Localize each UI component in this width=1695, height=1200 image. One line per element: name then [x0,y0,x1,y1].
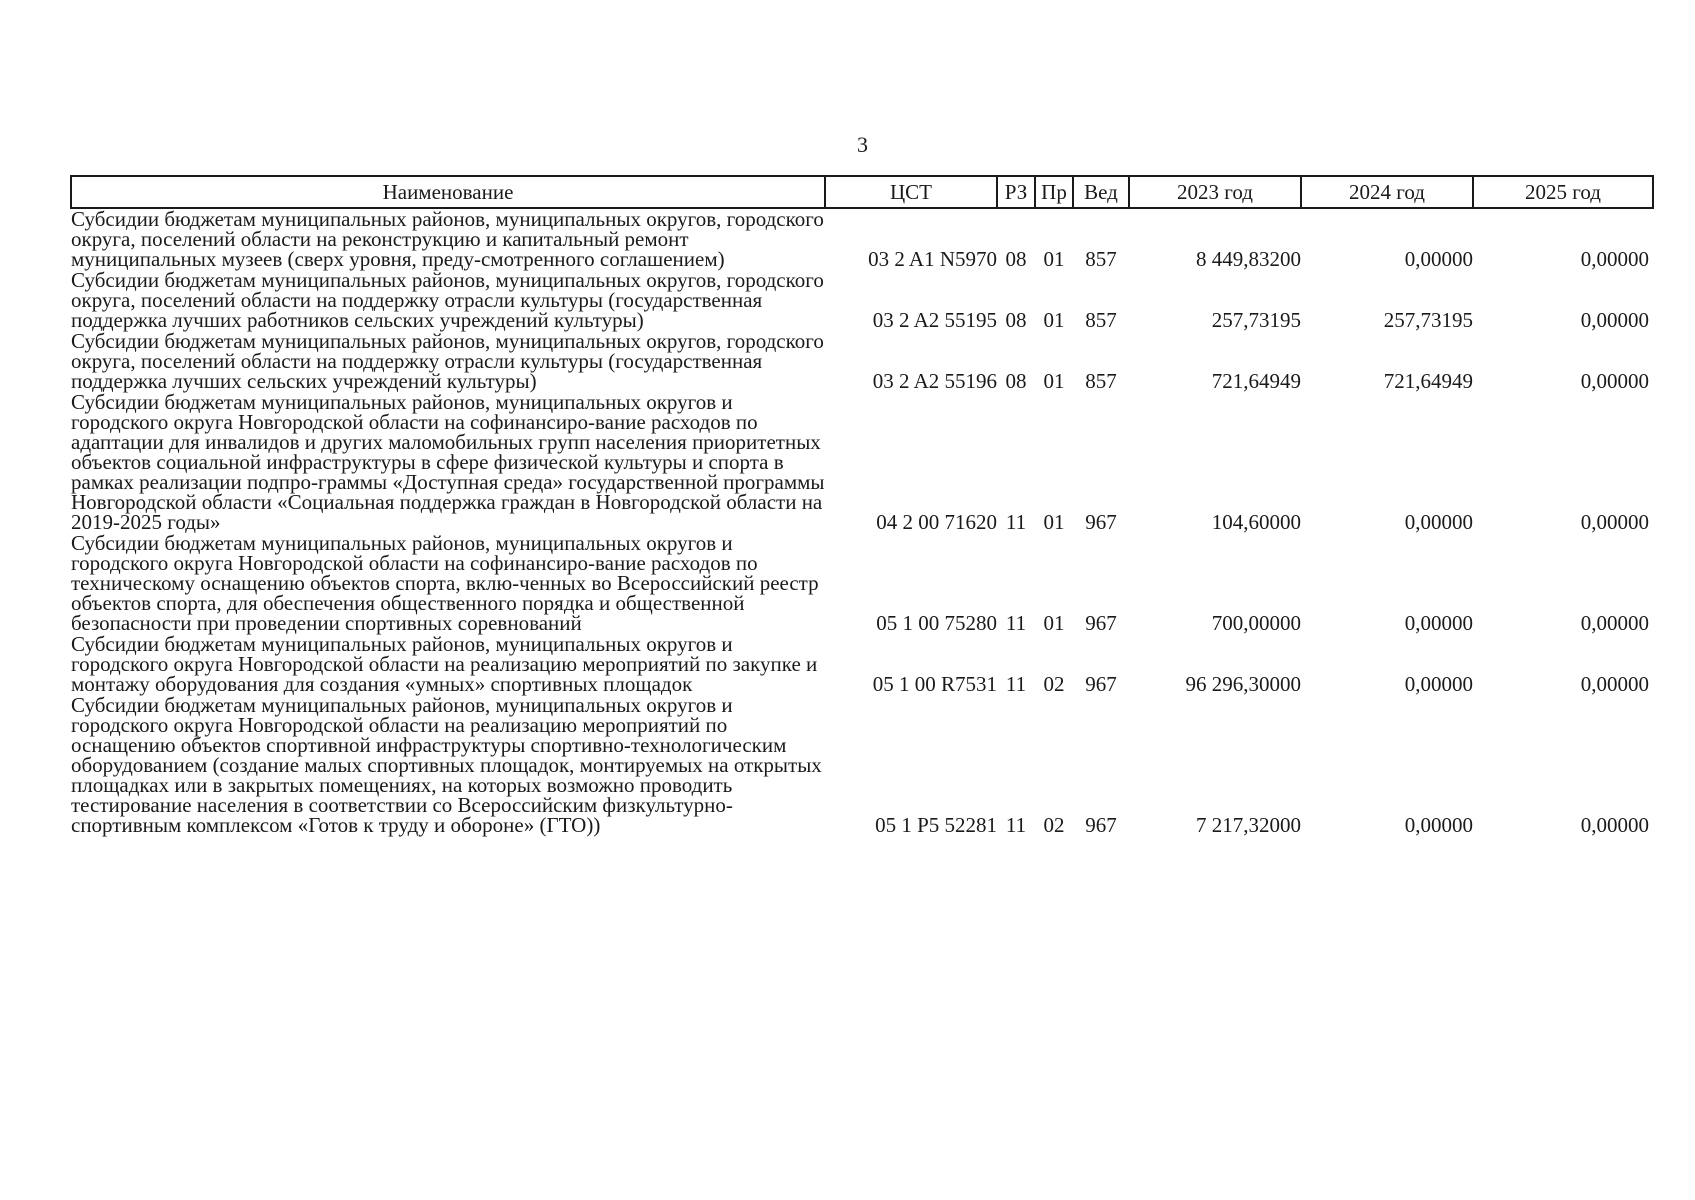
row-cst: 03 2 A1 N5970 [868,247,997,271]
row-ved: 857 [1085,369,1117,393]
row-name: Субсидии бюджетам муниципальных районов, муниципальных округов и городского округа Новгородской области на реализацию мероприятий по закупке и монтажу оборудования для создания «умных» спортивных площадок [71,632,818,696]
row-cst: 05 1 00 R7531 [872,672,997,696]
row-rz: 08 [1005,369,1027,393]
row-2025: 0,00000 [1580,510,1649,534]
row-ved: 967 [1085,510,1117,534]
row-cst: 05 1 P5 52281 [875,813,997,837]
row-cst: 05 1 00 75280 [876,611,997,635]
row-2023: 96 296,30000 [1185,672,1301,696]
header-rz: РЗ [997,176,1035,208]
header-2023: 2023 год [1129,176,1301,208]
row-2023: 257,73195 [1211,308,1301,332]
row-cst: 04 2 00 71620 [876,510,997,534]
row-2025: 0,00000 [1580,308,1649,332]
header-name: Наименование [71,176,825,208]
row-pr: 02 [1043,672,1065,696]
row-rz: 08 [1005,247,1027,271]
row-2025: 0,00000 [1580,813,1649,837]
row-pr: 01 [1043,247,1065,271]
row-2025: 0,00000 [1580,247,1649,271]
row-name: Субсидии бюджетам муниципальных районов, муниципальных округов и городского округа Новгородской области на софинансиро-вание расходов по адаптации для инвалидов и других маломобильных групп населения приоритетных объектов социальной инфраструктуры в сфере физической культуры и спорта в рамках реализации подпро-граммы «Доступная среда» государственной программы Новгородской области «Социальная поддержка граждан в Новгородской области на 2019-2025 годы» [71,390,825,534]
row-name: Субсидии бюджетам муниципальных районов, муниципальных округов, городского округа, поселений области на поддержку отрасли культуры (государственная поддержка лучших сельских учреждений культуры) [71,329,824,393]
row-rz: 11 [1005,611,1027,635]
row-rz: 11 [1005,813,1027,837]
row-2024: 0,00000 [1404,672,1473,696]
row-rz: 08 [1005,308,1027,332]
row-ved: 857 [1085,308,1117,332]
page-number: 3 [857,132,868,157]
row-pr: 01 [1043,369,1065,393]
header-pr: Пр [1035,176,1073,208]
row-cst: 03 2 A2 55195 [872,308,997,332]
row-pr: 01 [1043,510,1065,534]
row-2024: 0,00000 [1404,510,1473,534]
table-row [71,392,1653,533]
row-2023: 7 217,32000 [1196,813,1301,837]
header-cst: ЦСТ [825,176,997,208]
row-2023: 104,60000 [1211,510,1301,534]
row-2024: 257,73195 [1383,308,1473,332]
row-2024: 0,00000 [1404,247,1473,271]
row-cst: 03 2 A2 55196 [872,369,997,393]
header-2024: 2024 год [1301,176,1473,208]
table-row [71,634,1653,695]
row-pr: 01 [1043,611,1065,635]
row-rz: 11 [1005,510,1027,534]
row-ved: 967 [1085,813,1117,837]
row-ved: 967 [1085,672,1117,696]
table-row [71,695,1653,836]
row-ved: 857 [1085,247,1117,271]
row-name: Субсидии бюджетам муниципальных районов, муниципальных округов, городского округа, поселений области на поддержку отрасли культуры (государственная поддержка лучших работников сельских учреждений культуры) [71,268,824,332]
row-rz: 11 [1005,672,1027,696]
row-name: Субсидии бюджетам муниципальных районов, муниципальных округов, городского округа, поселений области на реконструкцию и капитальный ремонт муниципальных музеев (сверх уровня, преду-смотренного соглашением) [71,207,824,271]
row-2023: 700,00000 [1211,611,1301,635]
table-row [71,208,1653,270]
row-2024: 0,00000 [1404,611,1473,635]
row-name: Субсидии бюджетам муниципальных районов, муниципальных округов и городского округа Новгородской области на реализацию мероприятий по оснащению объектов спортивной инфраструктуры спортивно-технологическим оборудованием (создание малых спортивных площадок, монтируемых на открытых площадках или в закрытых помещениях, на которых возможно проводить тестирование населения в соответствии со Всероссийским физкультурно-спортивным комплексом «Готов к труду и обороне» (ГТО)) [71,693,822,837]
header-2025: 2025 год [1473,176,1653,208]
row-2025: 0,00000 [1580,369,1649,393]
row-pr: 02 [1043,813,1065,837]
row-2025: 0,00000 [1580,672,1649,696]
table-header-row [71,176,1653,208]
row-2024: 721,64949 [1383,369,1473,393]
row-2025: 0,00000 [1580,611,1649,635]
budget-table [70,175,1654,836]
row-pr: 01 [1043,308,1065,332]
row-2023: 8 449,83200 [1196,247,1301,271]
row-2024: 0,00000 [1404,813,1473,837]
row-2023: 721,64949 [1211,369,1301,393]
table-row [71,533,1653,634]
header-ved: Вед [1073,176,1129,208]
row-ved: 967 [1085,611,1117,635]
row-name: Субсидии бюджетам муниципальных районов, муниципальных округов и городского округа Новгородской области на софинансиро-вание расходов по техническому оснащению объектов спорта, вклю-ченных во Всероссийский реестр объектов спорта, для обеспечения общественного порядка и общественной безопасности при проведении спортивных соревнований [71,531,819,635]
table-row [71,270,1653,331]
table-row [71,331,1653,392]
